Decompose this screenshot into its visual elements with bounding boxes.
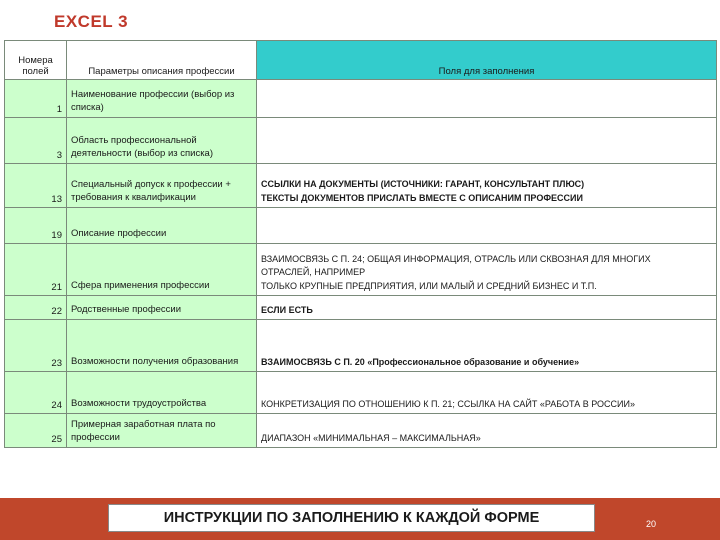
field-number-cell[interactable]: 13 <box>5 164 67 208</box>
parameter-cell[interactable]: Описание профессии <box>67 208 257 244</box>
field-number-cell[interactable]: 22 <box>5 296 67 320</box>
parameter-cell[interactable]: Возможности получения образования <box>67 320 257 372</box>
fill-cell[interactable] <box>257 118 717 164</box>
table-row <box>5 296 717 320</box>
header-fill-fields[interactable]: Поля для заполнения <box>257 41 717 80</box>
parameter-cell[interactable]: Сфера применения профессии <box>67 244 257 296</box>
fill-line: ВЗАИМОСВЯЗЬ С П. 24; ОБЩАЯ ИНФОРМАЦИЯ, ОТРАСЛЬ ИЛИ СКВОЗНАЯ ДЛЯ МНОГИХ <box>261 253 651 264</box>
fill-line: КОНКРЕТИЗАЦИЯ ПО ОТНОШЕНИЮ К П. 21; ССЫЛКА НА САЙТ «РАБОТА В РОССИИ» <box>261 398 635 409</box>
table-row <box>5 414 717 448</box>
fill-cell[interactable] <box>257 320 717 372</box>
header-field-numbers[interactable]: Номера полей <box>5 41 67 80</box>
spreadsheet-table <box>4 40 717 448</box>
table-row <box>5 164 717 208</box>
parameter-cell[interactable]: Область профессиональной деятельности (выбор из списка) <box>67 118 257 164</box>
table-row <box>5 118 717 164</box>
footer-banner: ИНСТРУКЦИИ ПО ЗАПОЛНЕНИЮ К КАЖДОЙ ФОРМЕ <box>108 504 595 532</box>
fill-cell[interactable] <box>257 296 717 320</box>
field-number-cell[interactable]: 19 <box>5 208 67 244</box>
fill-cell[interactable] <box>257 414 717 448</box>
fill-cell[interactable] <box>257 80 717 118</box>
field-number-cell[interactable]: 3 <box>5 118 67 164</box>
table-row <box>5 320 717 372</box>
fill-cell[interactable] <box>257 208 717 244</box>
fill-line: ОТРАСЛЕЙ, НАПРИМЕР <box>261 267 366 277</box>
fill-line: ЕСЛИ ЕСТЬ <box>261 304 313 315</box>
field-number-cell[interactable]: 25 <box>5 414 67 448</box>
parameter-cell[interactable]: Специальный допуск к профессии + требования к квалификации <box>67 164 257 208</box>
field-number-cell[interactable]: 1 <box>5 80 67 118</box>
fill-line: ССЫЛКИ НА ДОКУМЕНТЫ (ИСТОЧНИКИ: ГАРАНТ, КОНСУЛЬТАНТ ПЛЮС) <box>261 179 585 189</box>
field-number-cell[interactable]: 23 <box>5 320 67 372</box>
table-row <box>5 372 717 414</box>
header-parameters[interactable]: Параметры описания профессии <box>67 41 257 80</box>
fill-cell[interactable] <box>257 164 717 208</box>
fill-cell[interactable] <box>257 372 717 414</box>
table-row <box>5 208 717 244</box>
fill-cell[interactable] <box>257 244 717 296</box>
table-row <box>5 244 717 296</box>
field-number-cell[interactable]: 24 <box>5 372 67 414</box>
parameter-cell[interactable]: Наименование профессии (выбор из списка) <box>67 80 257 118</box>
table-row <box>5 80 717 118</box>
fill-line: ВЗАИМОСВЯЗЬ С П. 20 «Профессиональное образование и обучение» <box>261 356 580 367</box>
slide-title: EXCEL 3 <box>54 12 129 31</box>
fill-line: ТЕКСТЫ ДОКУМЕНТОВ ПРИСЛАТЬ ВМЕСТЕ С ОПИСАНИМ ПРОФЕССИИ <box>261 192 583 203</box>
field-number-cell[interactable]: 21 <box>5 244 67 296</box>
page-number: 20 <box>646 519 657 529</box>
fill-line: ДИАПАЗОН «МИНИМАЛЬНАЯ – МАКСИМАЛЬНАЯ» <box>261 432 481 443</box>
header-row <box>5 41 717 80</box>
parameter-cell[interactable]: Возможности трудоустройства <box>67 372 257 414</box>
parameter-cell[interactable]: Примерная заработная плата по профессии <box>67 414 257 448</box>
parameter-cell[interactable]: Родственные профессии <box>67 296 257 320</box>
fill-line: ТОЛЬКО КРУПНЫЕ ПРЕДПРИЯТИЯ, ИЛИ МАЛЫЙ И СРЕДНИЙ БИЗНЕС И Т.П. <box>261 280 597 291</box>
